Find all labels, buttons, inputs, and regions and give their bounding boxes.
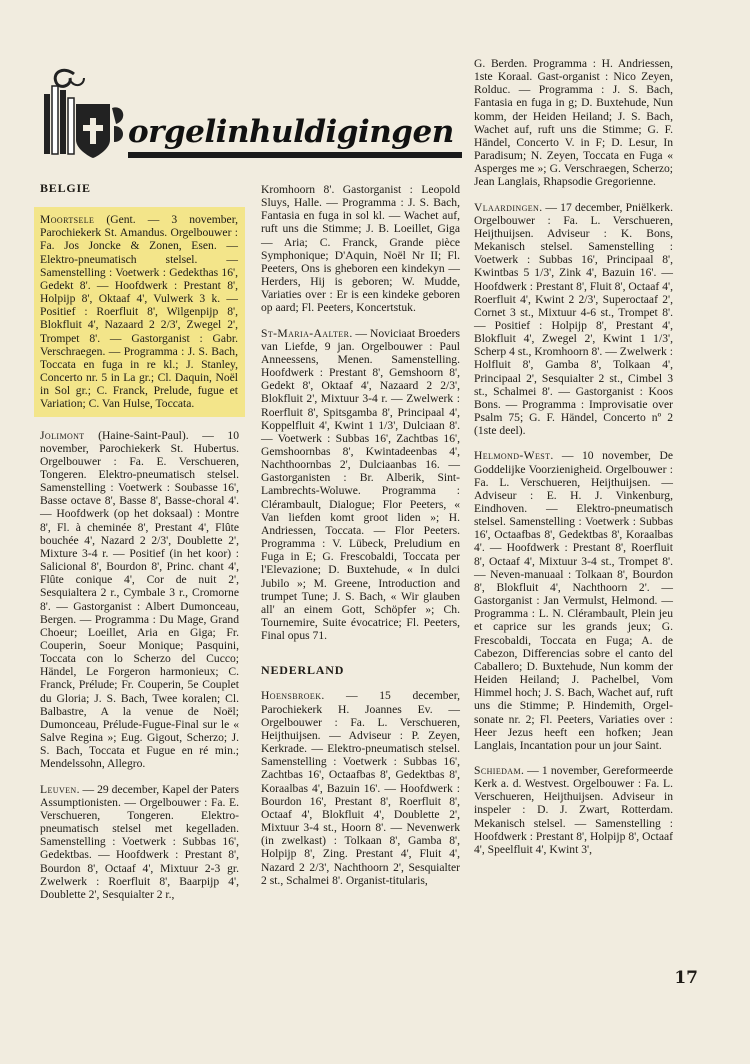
- entry-continued: [474, 57, 673, 189]
- entry-place: St-Maria-Aalter: [261, 326, 350, 340]
- entry-hoensbroek: [261, 689, 460, 886]
- entry-place: Jolimont: [40, 428, 85, 442]
- entry-text: G. Berden. Programma : H. Andriessen, 1ste Koraal. Gast-organist : Nico Zeyen, Rolduc. — Programma : J. S. Bach, Fantasia en fuga in g; D. Buxtehude, Nun komm, der Heiden Heiland; J. S. Bach, Wachet auf, ruft uns die Stimme; G. F. Händel, Concerto V. in F; D. Lesur, In Paradisum; N. Zeyen, Toccata en Fuga « Asperges me »; G. Verschraegen, Scherzo; Jean Langlais, Rhapsodie Gregorienne.: [474, 57, 673, 189]
- entry-leuven: [40, 783, 239, 901]
- page-number: 17: [674, 968, 698, 988]
- entry-text: . — 1 november, Gereformeerde Kerk a. d. Westvest. Orgelbouwer : Fa. L. Verschueren, Heijthuijsen. Adviseur in inspeler : D. J. Zwart, Rotterdam. Mekanisch stelsel. — Samenstelling : Hoofdwerk : Prestant 8', Holpijp 8', Octaaf 4', Speelfluit 4', Kwint 3',: [474, 763, 673, 856]
- entry-text: Kromhoorn 8'. Gastorganist : Leopold Sluys, Halle. — Programma : J. S. Bach, Fantasia en fuga in sol kl. — Wachet auf, ruft uns die Stimme; J. B. Loeillet, Giga — Aria; C. Franck, Grande pièce Symphonique; D'Aquin, Noël Nr II; Fl. Peeters, Ons is gheboren een kindekyn — Herders, Hij is geboren; W. Mudde, Variaties over : Er is een kindeke geboren op aard; Fl. Peeters, Koncertstuk.: [261, 183, 460, 315]
- page-title: orgelinhuldigingen: [128, 114, 454, 150]
- entry-text: (Gent. — 3 november, Parochiekerk St. Amandus. Orgelbouwer : Fa. Jos Joncke & Zonen, Esen. — Elektro-pneumatisch stelsel. — Samenstelling : Voetwerk : Gedekthas 16', Gedekt 8'. — Hoofdwerk : Prestant 8', Holpijp 8', Oktaaf 4', Vulwerk 3 k. — Positief : Roerfluit 8', Wilgenpijp 8', Blokfluit 4', Nazaard 2 2/3', Zwegel 2', Trompet 8'. — Gastorganist : Gabr. Verschraegen. — Programma : J. S. Bach, Toccata en fuga in re kl.; J. Stanley, Concerto nr. 5 in La gr.; Cl. Daquin, Noël in Sol gr.; C. Franck, Prelude, fugue et Variation; C. Van Hulse, Toccata.: [40, 213, 238, 411]
- entry-text: . — Noviciaat Broeders van Liefde, 9 jan. Orgelbouwer : Paul Anneessens, Menen. Samenstelling. Hoofdwerk : Prestant 8', Gemshoorn 8', Gedekt 8', Oktaaf 4', Nazaard 2 2/3', Blokfluit 2', Mixtuur 3-4 r. — Zwelwerk : Roerfluit 8', Spitsgamba 8', Principaal 4', Koppelfluit 4', Kwint 1 1/3', Dulciaan 8'. — Voetwerk : Subbas 16', Zachtbas 16', Gemshoornbas 8', Kwintadeenbas 4', Nachthoornbas 2', Dulciaanbas 16. — Gastorganisten : Br. Alberik, Sint-Lambrechts-Woluwe. Programma : Clérambault, Dialogue; Flor Peeters, « Van liefden komt groot liden »; H. Andriessen, Toccata. — Flor Peeters. Programma : V. Lübeck, Preludium en Fuga in E; G. Frescobaldi, Toccata per l'Elevazione; D. Buxtehude, « In dulci Jubilo »; M. Greene, Introduction and trumpet Tune; J. S. Bach, « Wir glauben all' an einem Gott, Schöpfer »; Ch. Tournemire, Suite évocatrice; Fl. Peeters, Final opus 71.: [261, 326, 460, 643]
- section-heading-belgie: BELGIE: [40, 181, 91, 195]
- entry-place: Helmond-West: [474, 449, 551, 463]
- column-3: [474, 57, 673, 856]
- column-1: [40, 182, 239, 901]
- column-2: [261, 183, 460, 887]
- entry-st-maria-aalter: [261, 327, 460, 643]
- entry-vlaardingen: [474, 201, 673, 438]
- entry-place: Moortsele: [40, 213, 95, 227]
- entry-place: Leuven: [40, 782, 77, 796]
- entry-text: . — 17 december, Pniëlkerk. Orgelbouwer : Fa. L. Verschueren, Heijthuijsen. Adviseur : K. Bons, Mekanisch stelsel. Samenstelling : Voetwerk : Subbas 16', Principaal 8', Kwintbas 5 1/3', Zink 4', Bazuin 16'. — Hoofdwerk : Prestant 8', Fluit 8', Octaaf 4', Roerfluit 4', Kwint 2 2/3', Superoctaaf 2', Cornet 3 st., Mixtuur 4-6 st., Trompet 8'. — Positief : Holpijp 8', Prestant 4', Blokfluit 4', Zwegel 2', Kwint 1 1/3', Scherp 4 st., Kromhoorn 8'. — Zwelwerk : Holfluit 8', Gamba 8', Tolkaan 4', Principaal 2', Sesquialter 2 st., Cimbel 3 st., Schalmei 8'. — Gastorganist : Koos Bons. — Programma : Improvisatie over Psalm 75; G. F. Händel, Concerto nº 2 (1ste deel).: [474, 200, 673, 438]
- section-heading-nederland: NEDERLAND: [261, 663, 345, 678]
- entry-schiedam: [474, 764, 673, 856]
- organ-pipes-cross-emblem-icon: [34, 64, 130, 162]
- entry-helmond-west: [474, 449, 673, 752]
- entry-text: (Haine-Saint-Paul). — 10 november, Parochiekerk St. Hubertus. Orgelbouwer : Fa. E. Verschueren, Tongeren. Elektro-pneumatisch stelsel. Samenstelling : Voetwerk : Soubasse 16', Basse octave 8', Basse 8', Basse-choral 4'. — Hoofdwerk (op het doksaal) : Montre 8', Fl. à cheminée 8', Prestant 4', Flûte bouchée 4', Nazard 2 2/3', Doublette 2', Mixture 3-4 r. — Positief (in het koor) : Salicional 8', Bourdon 8', Princ. chant 4', Flûte conique 4', Cor de nuit 2', Sesquialtera 2 r., Cymbale 3 r., Cromorne 8'. — Gastorganist : Albert Dumonceau, Bergen. — Programma : Du Mage, Grand Choeur; Loeillet, Aria en Giga; Fr. Couperin, Soeur Monique; Pasquini, Toccata con lo Scherzo del Cucco; Händel, Le Forgeron harmonieux; C. Franck, Prélude; Fr. Couperin, 5e Couplet du Gloria; J. S. Bach, Twee koralen; Cl. Balbastre, A la venue de Noël; Dumonceau, Prélude-Fugue-Final sur le « Salve Regina »; Eug. Gigout, Scherzo; J. S. Bach, Toccata et Fugue en ré min.; Mendelssohn, Allegro.: [40, 428, 239, 771]
- entry-jolimont: [40, 429, 239, 771]
- entry-text: . — 15 december, Parochiekerk H. Joannes Ev. — Orgelbouwer : Fa. L. Verschueren, Heijthuijsen. — Adviseur : P. Zeyen, Kerkrade. — Elektro-pneumatisch stelsel. Samenstelling : Voetwerk : Subbas 16', Zachtbas 16', Octaafbas 8', Gedektbas 8', Koraalbas 4', Bazuin 16'. — Hoofdwerk : Bourdon 16', Prestant 8', Roerfluit 8', Octaaf 4', Blokfluit 4', Doublette 2', Mixtuur 3-4 st., Hoorn 8'. — Nevenwerk (in zwelkast) : Tolkaan 8', Gamba 8', Holpijp 8', Zing. Prestant 4', Fluit 4', Nazard 2 2/3', Nachthoorn 2', Sesquialter 2 st., Schalmei 8'. Organist-titularis,: [261, 689, 460, 887]
- header: [34, 64, 464, 162]
- entry-text: . — 10 november, De Goddelijke Voorzienigheid. Orgelbouwer : Fa. L. Verschueren, Heijthuijsen. — Adviseur : E. H. J. Vinkenburg, Eindhoven. — Elektro-pneumatisch stelsel. Samenstelling : Voetwerk : Subbas 16', Octaafbas 8', Gedektbas 8', Koraalbas 4'. — Hoofdwerk : Prestant 8', Roerfluit 8', Octaaf 4', Mixtuur 3-4 st., Trompet 8'. — Neven-manuaal : Tolkaan 8', Bourdon 8', Blokfluit 4', Nachthoorn 2'. — Gastorganist : Jan Vermulst, Helmond. — Programma : L. N. Clérambault, Plein jeu et caprice sur les grands jeux; G. Frescobaldi, Toccata en Fuga; A. de Cabezon, Differencias sobre el canto del Caballero; D. Buxtehude, Nun komm der Heiden Heiland; J. Pachelbel, Vom Himmel hoch; J. S. Bach, Wachet auf, ruft uns die Stimme; P. Hindemith, Orgel-sonate nr. 2; Fl. Peeters, Variaties over : Heer Jezus heeft een hofken; Jean Langlais, Incantation pour un jour Saint.: [474, 449, 673, 752]
- entry-text: . — 29 december, Kapel der Paters Assumptionisten. — Orgelbouwer : Fa. E. Verschueren, Tongeren. Elektro-pneumatisch stelsel met kegelladen. Samenstelling : Voetwerk : Subbas 16', Gedektbas. — Hoofdwerk : Prestant 8', Bourdon 8', Octaaf 4', Mixtuur 2-3 gr. Zwelwerk : Roerfluit 8', Baarpijp 4', Doublette 2', Sesquialter 2 r.,: [40, 782, 239, 901]
- entry-place: Schiedam: [474, 763, 521, 777]
- entry-place: Vlaardingen: [474, 200, 540, 214]
- entry-continued: [261, 183, 460, 315]
- entry-moortsele: [34, 207, 245, 416]
- title-rule: [128, 152, 462, 158]
- entry-place: Hoensbroek: [261, 689, 322, 703]
